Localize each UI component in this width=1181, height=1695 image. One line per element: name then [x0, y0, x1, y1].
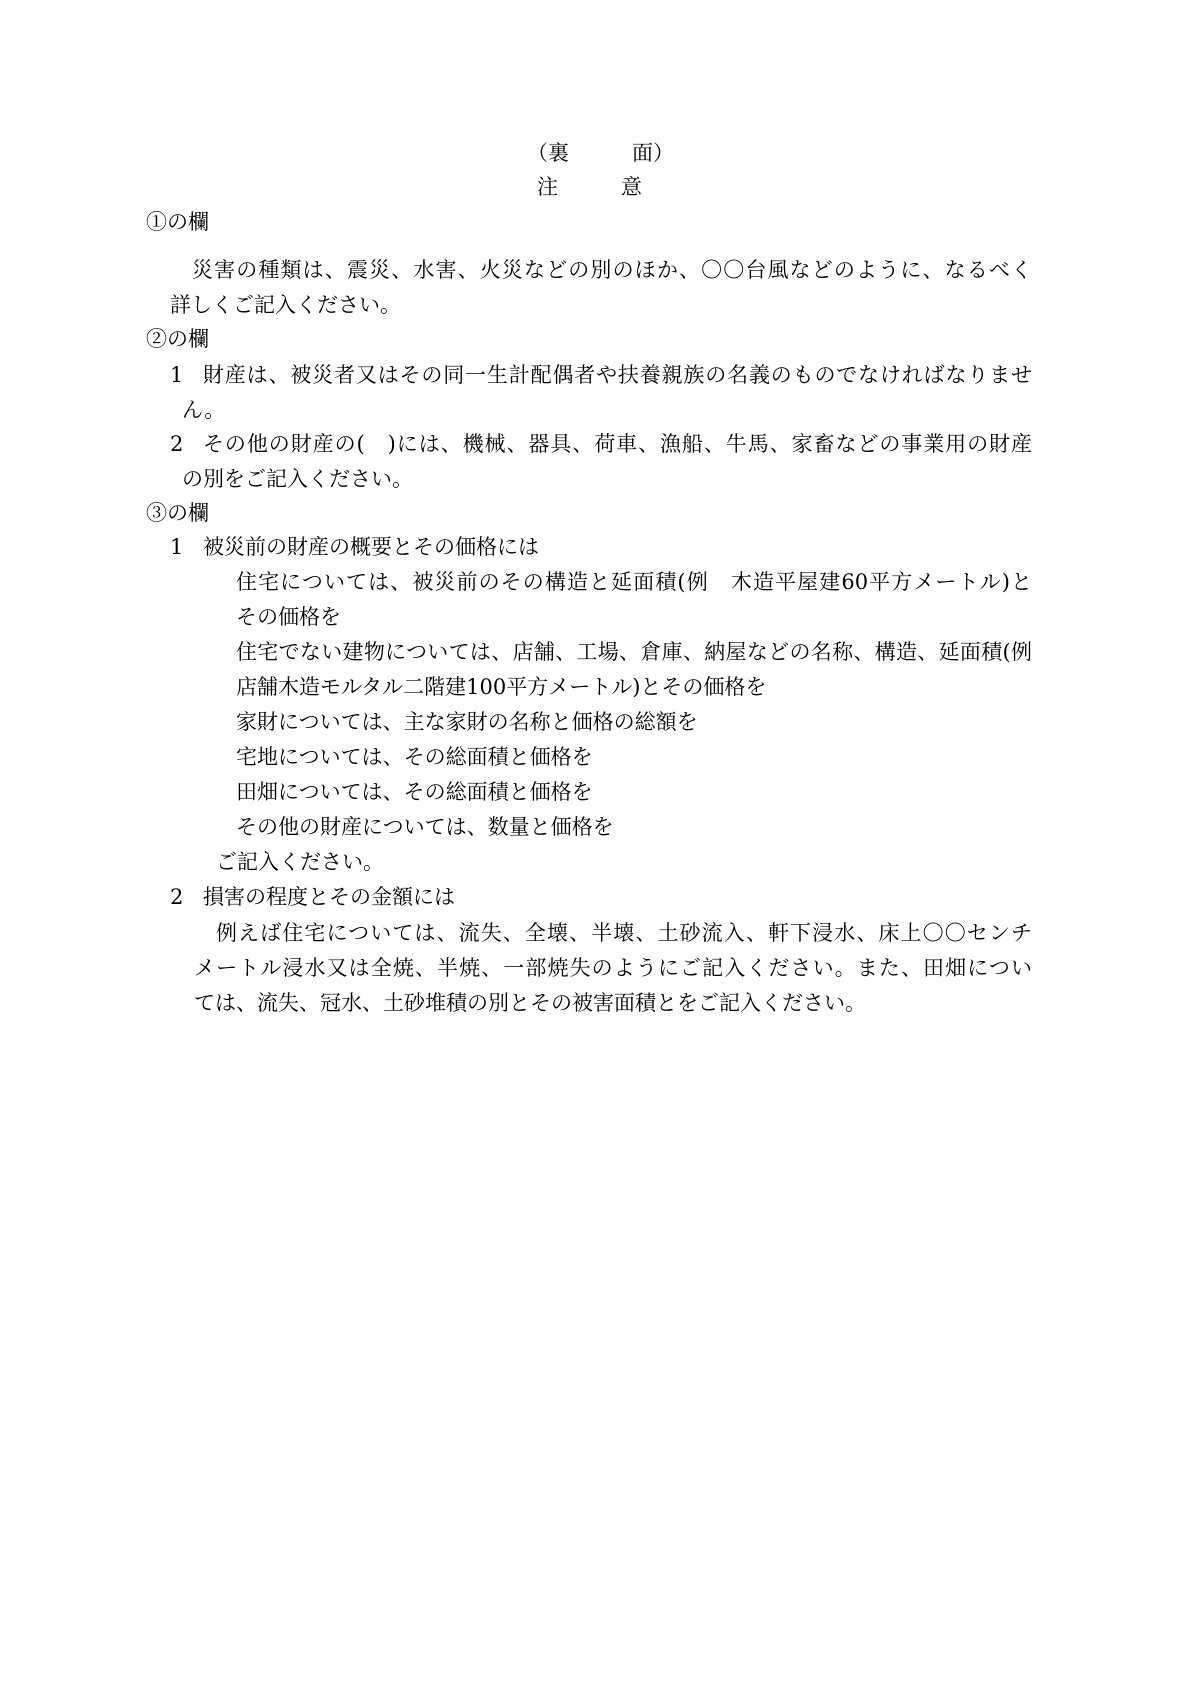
section3-item2-line-1: 例えば住宅については、流失、全壊、半壊、土砂流入、軒下浸水、床上〇〇センチ [216, 921, 1032, 945]
section2-item1-number: 1 [170, 363, 184, 387]
section1-line-1: 災害の種類は、震災、水害、火災などの別のほか、〇〇台風などのように、なるべく [192, 258, 1032, 282]
section3-item1-line-4: 店舗木造モルタル二階建100平方メートル)とその価格を [236, 675, 767, 699]
section2-item1-line-2: ん。 [182, 398, 226, 422]
notice-title: 注 意 [537, 175, 642, 199]
section1-heading: ①の欄 [146, 210, 209, 234]
section3-item2-title: 損害の程度とその金額には [203, 885, 455, 909]
section2-item2-line-1: その他の財産の( )には、機械、器具、荷車、漁船、牛馬、家畜などの事業用の財産 [203, 432, 1032, 456]
section2-item1-line-1: 財産は、被災者又はその同一生計配偶者や扶養親族の名義のものでなければなりませ [203, 363, 1032, 387]
section3-item1-closing: ご記入ください。 [216, 850, 384, 874]
section3-item1-title: 被災前の財産の概要とその価格には [203, 535, 539, 559]
section3-item1-number: 1 [170, 535, 184, 559]
section3-heading: ③の欄 [146, 501, 209, 525]
section3-item1-line-6: 宅地については、その総面積と価格を [236, 745, 593, 769]
side-label: （裏 面） [527, 141, 674, 165]
section1-line-2: 詳しくご記入ください。 [170, 293, 401, 317]
section2-item2-number: 2 [170, 432, 184, 456]
section3-item1-line-1: 住宅については、被災前のその構造と延面積(例 木造平屋建60平方メートル)と [236, 570, 1032, 594]
section2-heading: ②の欄 [146, 327, 209, 351]
section3-item1-line-8: その他の財産については、数量と価格を [236, 815, 614, 839]
section3-item1-line-3: 住宅でない建物については、店舗、工場、倉庫、納屋などの名称、構造、延面積(例 [236, 640, 1032, 664]
section3-item1-line-7: 田畑については、その総面積と価格を [236, 780, 593, 804]
section3-item1-line-5: 家財については、主な家財の名称と価格の総額を [236, 710, 698, 734]
section2-item2-line-2: の別をご記入ください。 [182, 467, 413, 491]
section3-item1-line-2: その価格を [236, 605, 341, 629]
section3-item2-line-2: メートル浸水又は全焼、半焼、一部焼失のようにご記入ください。また、田畑につい [194, 956, 1032, 980]
section3-item2-number: 2 [170, 885, 184, 909]
section3-item2-line-3: ては、流失、冠水、土砂堆積の別とその被害面積とをご記入ください。 [194, 991, 866, 1015]
